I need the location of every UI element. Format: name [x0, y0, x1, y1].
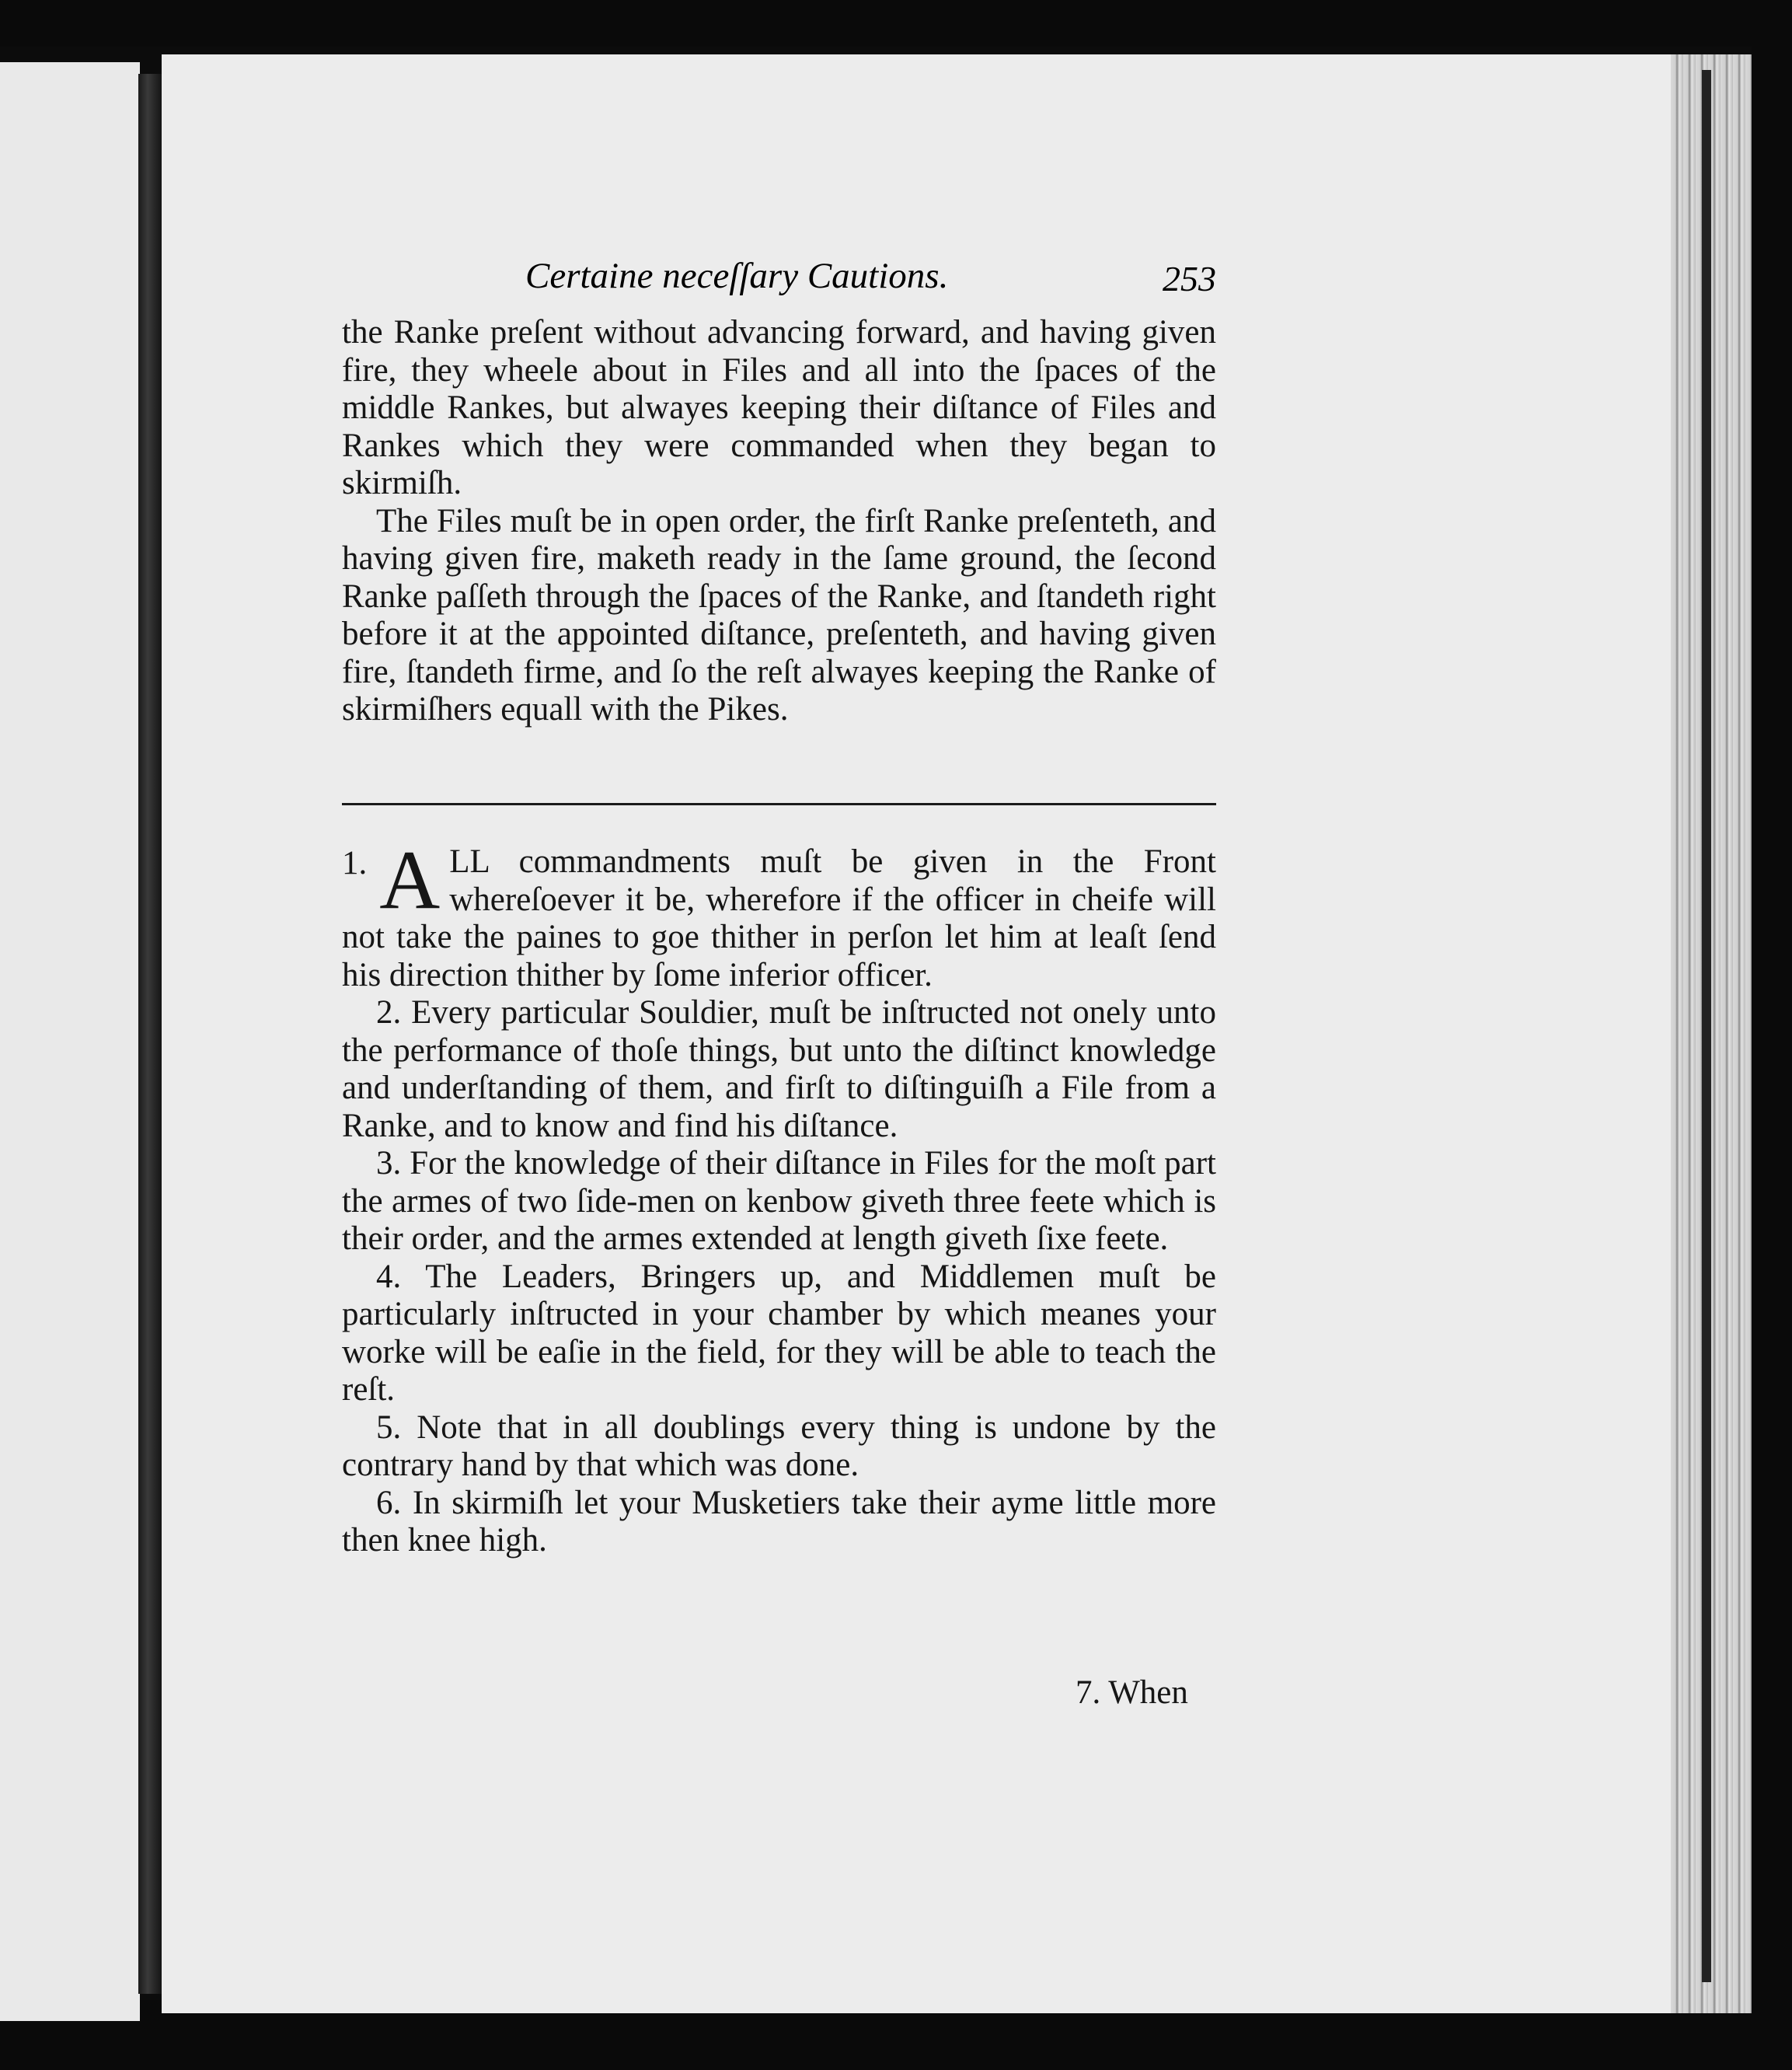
- page-number: 253: [1163, 259, 1216, 298]
- caution-item-1: [342, 834, 1216, 994]
- caution-item-3: 3. For the knowledge of their diſtance in Files for the moſt part the armes of two ſide-men on kenbow giveth three feete which is their order, and the armes extended at length giveth ſixe feete.: [342, 1145, 1216, 1257]
- top-section: [342, 314, 1216, 729]
- caution-item-6: 6. In skirmiſh let your Musketiers take their ayme little more then knee high.: [342, 1484, 1216, 1559]
- section-rule: [342, 803, 1216, 805]
- facing-page-edge: [0, 62, 140, 2021]
- catchword: 7. When: [1076, 1674, 1188, 1711]
- drop-cap: A: [379, 834, 441, 927]
- paragraph: The Files muſt be in open order, the firſt Ranke preſenteth, and having given fire, maketh ready in the ſame ground, the ſecond Ranke paſſeth through the ſpaces of the Ranke, and ſtandeth right before it at the appointed diſtance, preſenteth, and having given fire, ſtandeth firme, and ſo the reſt alwayes keeping the Ranke of skirmiſhers equall with the Pikes.: [342, 502, 1216, 728]
- page-edge-shadow: [1702, 70, 1711, 1982]
- caution-item-2: 2. Every particular Souldier, muſt be inſtructed not onely unto the performance of thoſe things, but unto the diſtinct knowledge and underſtanding of them, and firſt to diſtinguiſh a File from a Ranke, and to know and find his diſtance.: [342, 994, 1216, 1144]
- scan-border-top: [0, 0, 1792, 47]
- item-text: LL commandments muſt be given in the Front whereſoever it be, wherefore if the officer in cheife will not take the paines to goe thither in perſon let him at leaſt ſend his direction thither by ſome inferior officer.: [342, 843, 1216, 993]
- caution-item-4: 4. The Leaders, Bringers up, and Middlemen muſt be particularly inſtructed in your chamber by which meanes your worke will be eaſie in the field, for they will be able to teach the reſt.: [342, 1258, 1216, 1408]
- caution-item-5: 5. Note that in all doublings every thing is undone by the contrary hand by that which was done.: [342, 1409, 1216, 1483]
- paragraph: the Ranke preſent without advancing forward, and having given fire, they wheele about in Files and all into the ſpaces of the middle Rankes, but alwayes keeping their diſtance of Files and Rankes which they were commanded when they began to skirmiſh.: [342, 314, 1216, 501]
- page-edge-stack: [1671, 54, 1752, 2013]
- book-gutter: [138, 74, 162, 1994]
- running-title: Certaine neceſſary Cautions.: [525, 256, 949, 296]
- cautions-section: [342, 834, 1216, 1560]
- item-number: 1.: [342, 845, 368, 881]
- scan-border-right: [1752, 0, 1792, 2070]
- page-header: [342, 255, 1216, 302]
